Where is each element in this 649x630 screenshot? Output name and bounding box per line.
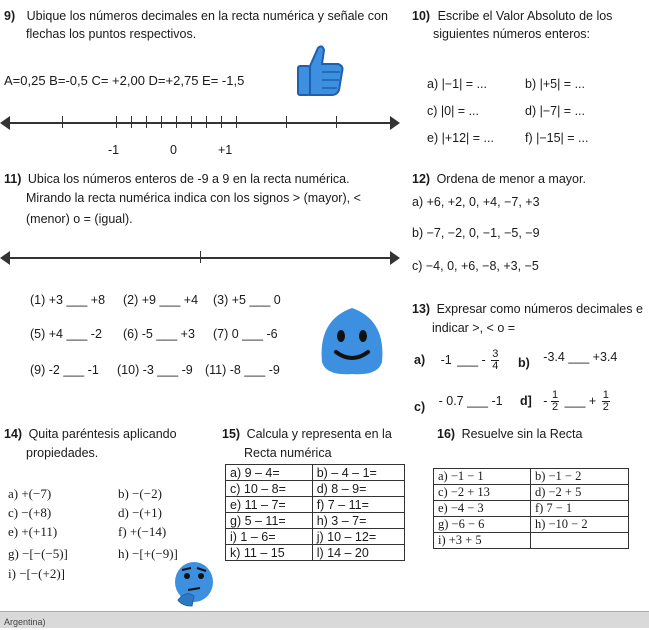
s15-cell: e) 11 – 7= [226,497,313,513]
s11-item-9: (9) -2 ___ -1 [30,363,99,377]
table-row [226,481,405,497]
s13-d-label: d] [520,393,532,408]
table-row [226,465,405,481]
s13-d-den2: 2 [602,401,609,413]
s10-item-f: f) |−15| = ... [525,131,589,145]
table-row [434,485,629,501]
s10-item-b: b) |+5| = ... [525,77,585,91]
s14-item-a: a) +(−7) [8,486,52,501]
footer-bar [0,611,649,628]
s11-item-6: (6) -5 ___ +3 [123,327,195,341]
s9-number: 9) [4,9,16,23]
table-row [434,501,629,517]
s9-line2: flechas los puntos respectivos. [26,27,197,41]
s16-cell: f) 7 − 1 [530,501,628,517]
s16-cell: a) −1 − 1 [434,469,531,485]
s15-cell: l) 14 – 20 [312,545,404,561]
s14-item-e: e) +(+11) [8,524,58,539]
s13-a-fraction [491,349,499,372]
s13-line2: indicar >, < o = [432,321,516,335]
s14-item-g: g) −[−(−5)] [8,546,68,561]
s16-table [433,468,629,549]
s16-cell: b) −1 − 2 [530,469,628,485]
s15-cell: k) 11 – 15 [226,545,313,561]
s15-cell: a) 9 – 4= [226,465,313,481]
s13-c: c) - 0.7 ___ -1 [414,394,503,414]
table-row [226,513,405,529]
s9-label-plus1: +1 [218,143,233,157]
s10-line1: Escribe el Valor Absoluto de los [437,9,613,23]
s13-title [412,301,643,317]
s13-a-den: 4 [492,360,499,372]
s14-line2: propiedades. [26,446,99,460]
s13-number: 13) [412,302,431,316]
table-row [434,469,629,485]
s14-item-h: h) −[+(−9)] [118,546,178,561]
s13-d-num2: 1 [602,389,609,401]
thinking-face-icon [172,560,216,608]
s15-title [222,426,392,442]
s13-d-fraction2 [602,390,610,413]
s13-line1: Expresar como números decimales e [436,302,643,316]
s11-title [4,171,350,187]
s15-line1: Calcula y representa en la [246,427,392,441]
s16-cell: h) −10 − 2 [530,517,628,533]
s15-cell: i) 1 – 6= [226,529,313,545]
s16-number: 16) [437,427,456,441]
table-row [434,533,629,549]
s15-cell: d) 8 – 9= [312,481,404,497]
s11-number: 11) [4,172,22,186]
s13-d: d] - $\frac{1}{2}$ ___ + $\frac{1}{2}$ [520,389,609,413]
s15-number: 15) [222,427,241,441]
thumbs-up-icon [292,42,348,98]
s16-cell: e) −4 − 3 [434,501,531,517]
s15-cell: f) 7 – 11= [312,497,404,513]
s13-c-label: c) [414,400,426,414]
s10-number: 10) [412,9,431,23]
table-row [226,545,405,561]
s11-item-3: (3) +5 ___ 0 [213,293,281,307]
s13-c-left: - 0.7 [438,394,464,408]
s14-item-d: d) −(+1) [118,505,162,520]
s14-item-f: f) +(−14) [118,524,167,539]
s13-a-left: -1 [440,352,452,367]
s12-title-text: Ordena de menor a mayor. [436,172,586,186]
s15-cell: h) 3 – 7= [312,513,404,529]
s12-item-a: a) +6, +2, 0, +4, −7, +3 [412,195,540,209]
s15-table [225,464,405,561]
s13-d-num1: 1 [551,389,559,401]
s13-b-right: +3.4 [592,350,618,364]
s16-title-text: Resuelve sin la Recta [461,427,583,441]
s16-cell: d) −2 + 5 [530,485,628,501]
s11-item-11: (11) -8 ___ -9 [205,363,280,377]
s9-line1: Ubique los números decimales en la recta numérica y señale con [26,9,388,23]
s10-item-a: a) |−1| = ... [427,77,487,91]
s9-label-0: 0 [170,143,177,157]
table-row [226,529,405,545]
s11-item-5: (5) +4 ___ -2 [30,327,102,341]
s16-cell: c) −2 + 13 [434,485,531,501]
s10-item-d: d) |−7| = ... [525,104,585,118]
s11-item-2: (2) +9 ___ +4 [123,293,199,307]
s11-item-10: (10) -3 ___ -9 [117,363,193,377]
s15-cell: c) 10 – 8= [226,481,313,497]
s11-line2: Mirando la recta numérica indica con los signos > (mayor), < [26,191,361,205]
s9-title [4,8,388,24]
s16-cell [530,533,628,549]
s13-a: a) -1 ___ - $\frac{3}{4}$ [414,348,499,372]
s16-cell: i) +3 + 5 [434,533,531,549]
s12-title [412,171,586,187]
s11-item-7: (7) 0 ___ -6 [213,327,278,341]
s10-item-c: c) |0| = ... [427,104,479,118]
s13-a-num: 3 [492,348,499,360]
s10-title [412,8,612,24]
s12-number: 12) [412,172,431,186]
s15-cell: b) – 4 – 1= [312,465,404,481]
footer-text: Argentina) [4,617,46,627]
s13-c-right: -1 [491,394,503,408]
s14-title [4,426,177,442]
s14-item-i: i) −[−(+2)] [8,566,66,581]
s14-number: 14) [4,427,23,441]
s10-line2: siguientes números enteros: [433,27,591,41]
s13-b-label: b) [518,356,530,370]
table-row [226,497,405,513]
s15-line2: Recta numérica [244,446,332,460]
s16-title [437,426,582,442]
s13-d-fraction1 [551,390,559,413]
table-row [434,517,629,533]
s13-b-left: -3.4 [543,350,565,364]
s9-label-minus1: -1 [108,143,120,157]
s12-item-c: c) −4, 0, +6, −8, +3, −5 [412,259,539,273]
s11-line3: (menor) o = (igual). [26,212,133,226]
s11-line1: Ubica los números enteros de -9 a 9 en la recta numérica. [27,172,350,186]
s9-values: A=0,25 B=-0,5 C= +2,00 D=+2,75 E= -1,5 [4,73,245,88]
s14-line1: Quita paréntesis aplicando [28,427,177,441]
smiley-face-icon [312,300,392,380]
s15-cell: g) 5 – 11= [226,513,313,529]
s10-item-e: e) |+12| = ... [427,131,494,145]
s16-cell: g) −6 − 6 [434,517,531,533]
s15-cell: j) 10 – 12= [312,529,404,545]
s12-item-b: b) −7, −2, 0, −1, −5, −9 [412,226,540,240]
s14-item-b: b) −(−2) [118,486,162,501]
s13-a-label: a) [414,352,426,367]
s14-item-c: c) −(+8) [8,505,52,520]
s13-d-den1: 2 [551,401,559,413]
s11-item-1: (1) +3 ___ +8 [30,293,106,307]
s13-b: b) -3.4 ___ +3.4 [518,350,618,370]
